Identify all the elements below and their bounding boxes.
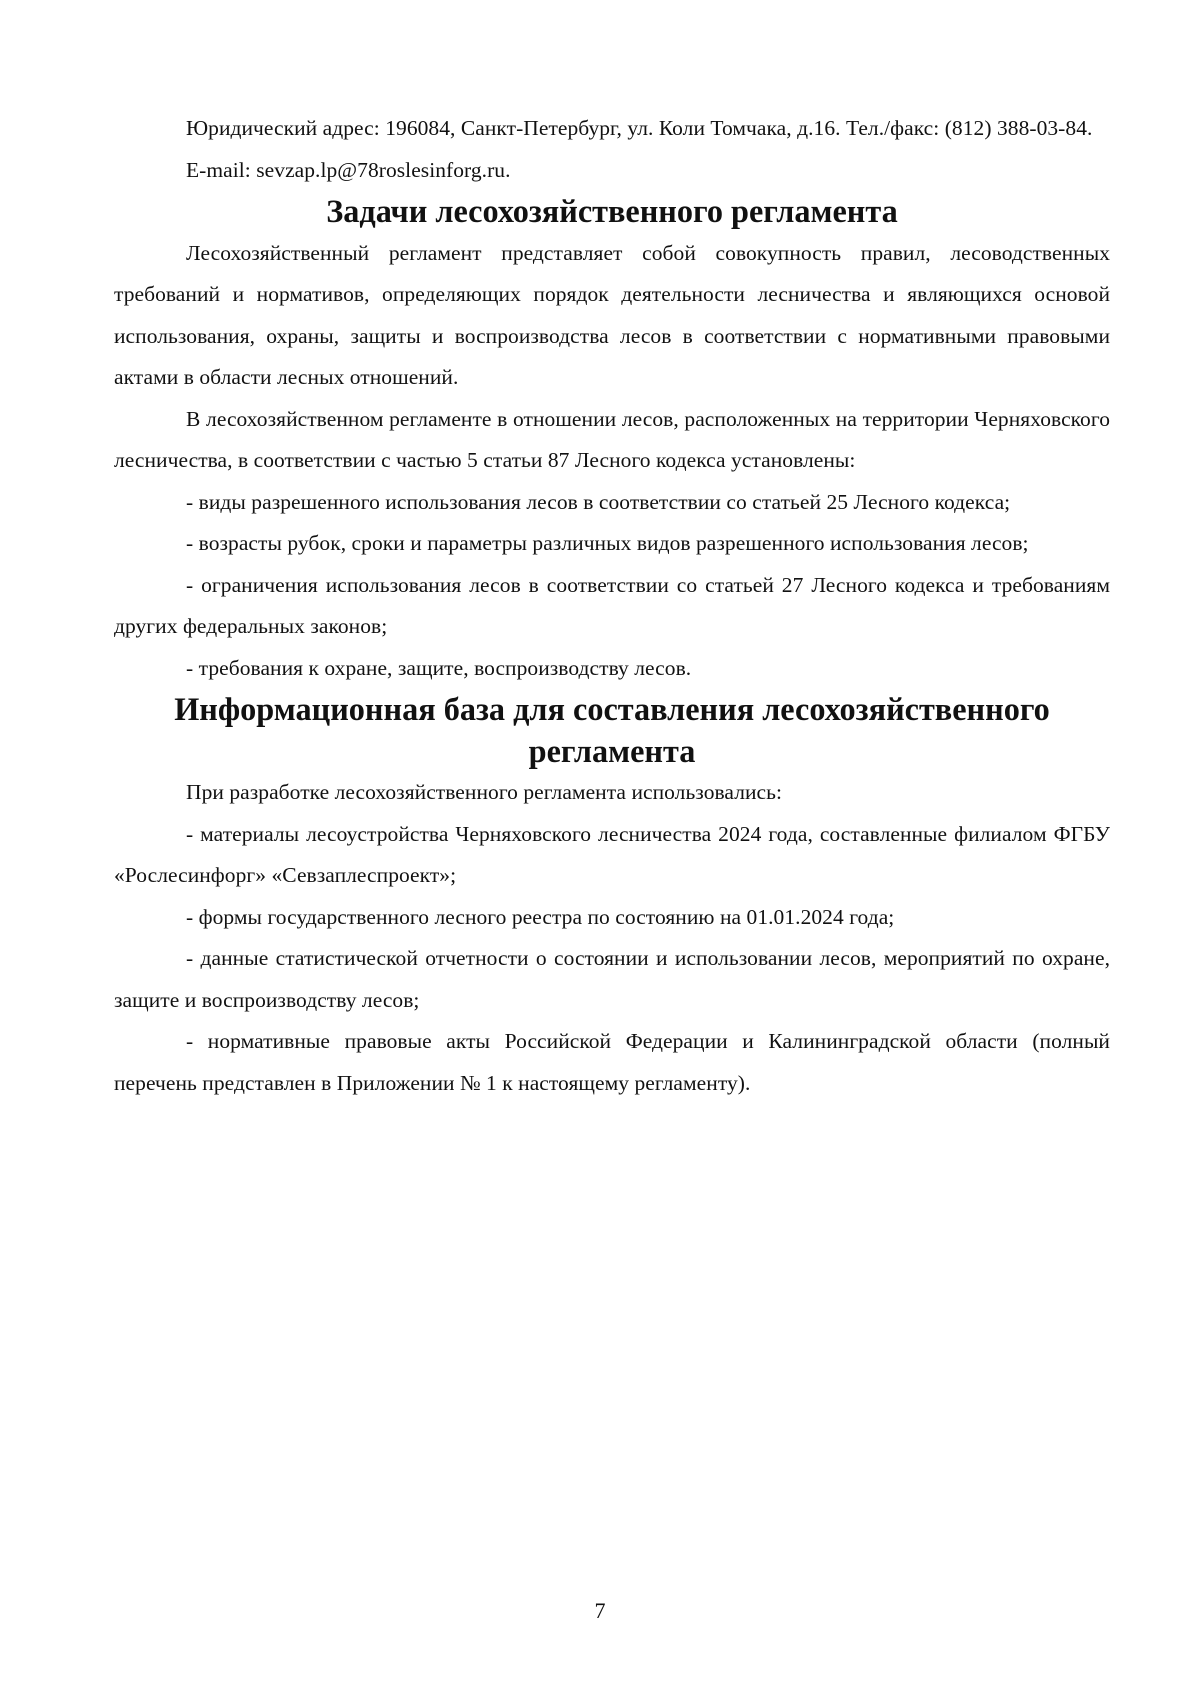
paragraph: При разработке лесохозяйственного регламента использовались: bbox=[186, 780, 783, 804]
paragraph: Лесохозяйственный регламент представляет собой совокупность правил, лесоводственных требований и нормативов, определяющих порядок деятельности лесничества и являющихся основой использования, охраны, защиты и воспроизводства лесов в соответствии с нормативными правовыми актами в области лесных отношений. bbox=[114, 240, 1110, 389]
list-item: - данные статистической отчетности о состоянии и использовании лесов, мероприятий по охране, защите и воспроизводству лесов; bbox=[114, 946, 1110, 1012]
email-paragraph: E-mail: sevzap.lp@78roslesinforg.ru. bbox=[186, 157, 511, 182]
page-number: 7 bbox=[594, 1598, 606, 1623]
list-item: - формы государственного лесного реестра по состоянию на 01.01.2024 года; bbox=[186, 904, 895, 929]
section-heading-tasks: Задачи лесохозяйственного регламента bbox=[326, 193, 898, 229]
list-item: - требования к охране, защите, воспроизводству лесов. bbox=[186, 655, 692, 680]
list-item: - возрасты рубок, сроки и параметры различных видов разрешенного использования лесов; bbox=[186, 531, 1029, 555]
list-item: - нормативные правовые акты Российской Федерации и Калининградской области (полный перечень представлен в Приложении № 1 к настоящему регламенту). bbox=[114, 1029, 1110, 1095]
legal-address-paragraph: Юридический адрес: 196084, Санкт-Петербург, ул. Коли Томчака, д.16. Тел./факс: (812) 388-03-84. bbox=[186, 116, 1093, 140]
section-heading-information-base: Информационная база для составления лесохозяйственного регламента bbox=[174, 691, 1050, 769]
list-item: - ограничения использования лесов в соответствии со статьей 27 Лесного кодекса и требованиям других федеральных законов; bbox=[114, 572, 1110, 638]
list-item: - виды разрешенного использования лесов в соответствии со статьей 25 Лесного кодекса; bbox=[186, 489, 1011, 514]
document-body bbox=[114, 108, 1110, 1104]
paragraph: В лесохозяйственном регламенте в отношении лесов, расположенных на территории Черняховского лесничества, в соответствии с частью 5 статьи 87 Лесного кодекса установлены: bbox=[114, 406, 1110, 472]
list-item: - материалы лесоустройства Черняховского лесничества 2024 года, составленные филиалом ФГБУ «Рослесинфорг» «Севзаплеспроект»; bbox=[114, 821, 1110, 887]
